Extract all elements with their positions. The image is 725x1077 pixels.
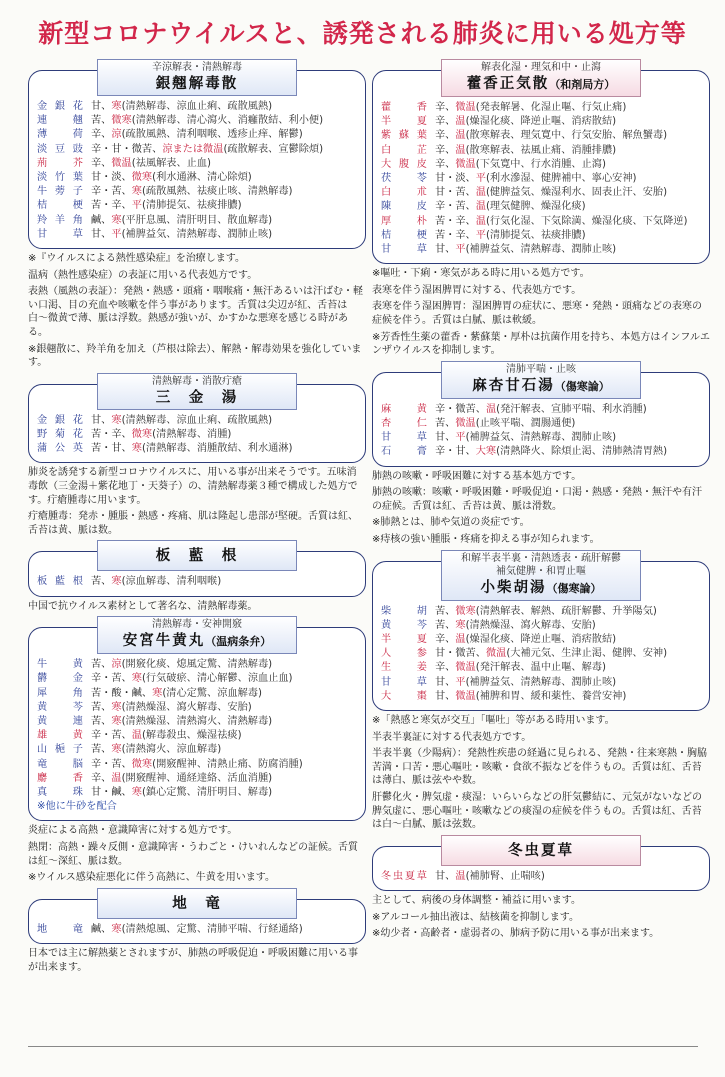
formula-note: 表寒を伴う湿困脾胃：湿困脾胃の症状に、悪寒・発熱・頭痛などの表寒の症候を伴う。舌質は白膩、脈は軟緩。 bbox=[372, 301, 702, 327]
herb-nature: 苦、寒 bbox=[91, 715, 122, 727]
formula-box bbox=[28, 375, 366, 464]
herb-effect: (補肺腎、止喘咳) bbox=[465, 870, 545, 882]
herb-row bbox=[381, 144, 701, 158]
left-column bbox=[28, 56, 366, 974]
herb-row bbox=[381, 215, 701, 229]
herb-row bbox=[37, 114, 357, 128]
herb-nature: 甘・苦、温 bbox=[435, 187, 486, 199]
herb-nature: 辛、温 bbox=[435, 116, 466, 128]
herb-row bbox=[381, 129, 701, 143]
herb-effect: (平肝息風、清肝明目、散血解毒) bbox=[121, 214, 273, 226]
herb-effect: (清熱解毒、消腫) bbox=[152, 428, 232, 440]
herb-name: 生 姜 bbox=[381, 662, 427, 674]
herb-nature: 甘、寒 bbox=[91, 101, 122, 112]
herb-effect: (清肺提気、祛痰排膿) bbox=[141, 200, 242, 212]
formula-header bbox=[441, 59, 641, 97]
herb-effect: (補脾益気、清熱解毒、潤肺止咳) bbox=[465, 432, 617, 444]
formula-name-text: 銀翹解毒散 bbox=[155, 75, 239, 92]
herb-effect: (発汗解表、温中止嘔、解毒) bbox=[475, 662, 606, 674]
herb-row bbox=[381, 619, 701, 633]
formula-note: 表熱（風熱の表証）：発熱・熱感・頭痛・咽喉痛・無汗あるいは汗ばむ・軽い口渇、目の充血や咳嗽を伴う事があります。舌質は尖辺が紅、舌苔は白〜微黄で薄、脈は浮数。熱感が強いが、かすかな悪寒を感じる時がある。 bbox=[28, 286, 363, 338]
herb-name: 竜 脳 bbox=[37, 758, 83, 770]
herb-nature: 甘、平 bbox=[435, 676, 466, 688]
formula-note: 肺熱の咳嗽：咳嗽・呼吸困難・呼吸促迫・口渇・熱感・発熱・無汗や有汗の症候。舌質は紅、舌苔は黄、脈は滑数。 bbox=[372, 487, 702, 512]
herb-row bbox=[381, 661, 701, 675]
herb-name: 欝 金 bbox=[37, 673, 83, 685]
herb-name: 甘 草 bbox=[381, 432, 427, 444]
herb-effect: (清熱瀉火、涼血解毒) bbox=[121, 744, 222, 756]
herb-name: 茯 苓 bbox=[381, 173, 427, 185]
formula-name bbox=[442, 841, 640, 860]
formula-box bbox=[372, 841, 710, 891]
herb-nature: 甘、温 bbox=[435, 870, 466, 882]
herb-nature: 辛・苦、微寒 bbox=[91, 758, 153, 770]
herb-effect: (清熱燥湿、瀉火解毒、安胎) bbox=[465, 619, 596, 631]
formula-section bbox=[28, 894, 366, 974]
herb-nature: 苦、微寒 bbox=[435, 605, 476, 617]
herb-effect: (祛風解表、止血) bbox=[131, 157, 212, 169]
herb-row bbox=[37, 171, 357, 185]
herb-row bbox=[381, 186, 701, 200]
herb-nature: 辛、温 bbox=[435, 144, 466, 156]
herb-nature: 辛・苦、寒 bbox=[91, 673, 142, 685]
herb-name: 半 夏 bbox=[381, 633, 427, 645]
herb-row bbox=[37, 786, 357, 800]
formula-header bbox=[441, 361, 641, 399]
herb-nature: 辛・苦、寒 bbox=[91, 186, 142, 198]
herb-name: 蒲公英 bbox=[37, 443, 83, 455]
herb-row bbox=[381, 870, 701, 884]
herb-nature: 甘・淡、平 bbox=[435, 173, 486, 185]
herb-row bbox=[381, 229, 701, 243]
herb-name: 桔 梗 bbox=[37, 200, 83, 212]
herb-nature: 辛・甘、大寒 bbox=[435, 446, 497, 458]
herb-row bbox=[37, 743, 357, 757]
herb-name: 薄 荷 bbox=[37, 129, 83, 141]
herb-nature: 苦、微寒 bbox=[91, 115, 132, 127]
herb-nature: 鹹、寒 bbox=[91, 214, 122, 226]
herb-effect: (疏散解表、宣鬱除煩) bbox=[223, 143, 324, 155]
herb-row bbox=[37, 228, 357, 242]
herb-row bbox=[37, 729, 357, 743]
herb-nature: 辛、微温 bbox=[435, 102, 476, 113]
formula-name-text: 冬虫夏草 bbox=[508, 841, 574, 859]
formula-name bbox=[98, 631, 296, 651]
formula-box bbox=[372, 62, 710, 264]
formula-note: 中国で抗ウイルス素材として著名な、清熱解毒薬。 bbox=[28, 600, 258, 612]
formula-header bbox=[97, 373, 297, 410]
herb-nature: 辛・苦、温 bbox=[91, 730, 142, 742]
herb-name: 黄 芩 bbox=[381, 619, 427, 631]
herb-effect: (燥湿化痰、降逆止嘔、消痞散結) bbox=[465, 116, 617, 128]
herb-name: 大 棗 bbox=[381, 690, 427, 702]
herb-effect: (行気化湿、下気除満、燥湿化痰、下気降逆) bbox=[485, 215, 688, 227]
formula-name-text: 藿香正気散 bbox=[466, 75, 550, 92]
herb-nature: 辛、温 bbox=[91, 772, 122, 784]
herb-name: 杏 仁 bbox=[381, 418, 427, 429]
herb-name: 真 珠 bbox=[37, 786, 83, 798]
formula-source: （和剤局方） bbox=[549, 78, 616, 91]
formula-note: ※幼少者・高齢者・虚弱者の、肺病予防に用いる事が出来ます。 bbox=[372, 928, 660, 940]
page-title: 新型コロナウイルスと、誘発される肺炎に用いる処方等 bbox=[38, 19, 687, 48]
formula-name-text: 三 金 湯 bbox=[155, 388, 239, 406]
formula-note: 疔瘡腫毒：発赤・腫脹・熱感・疼痛、肌は隆起し患部が堅硬。舌質は紅、舌苔は黄、脈は数。 bbox=[28, 511, 358, 536]
herb-name: 淡豆豉 bbox=[37, 143, 83, 155]
formula-note: 肺炎を誘発する新型コロナウイルスに、用いる事が出来そうです。五味消毒飲（三金湯＋紫花地丁・天葵子）の、清熱解毒薬３種で構成した処方です。疔瘡腫毒に用います。 bbox=[28, 467, 358, 506]
formula-header bbox=[441, 835, 641, 866]
herb-nature: 鹹、寒 bbox=[91, 923, 122, 935]
herb-nature: 辛・苦、温 bbox=[435, 201, 486, 213]
formula-section bbox=[372, 363, 710, 547]
herb-effect: (清心定驚、涼血解毒) bbox=[162, 687, 262, 699]
herb-name: 冬虫夏草 bbox=[381, 870, 427, 882]
herb-nature: 甘、平 bbox=[435, 432, 466, 444]
herb-name: 黄 芩 bbox=[37, 701, 83, 713]
herb-nature: 辛・微苦、温 bbox=[435, 403, 497, 415]
herb-name: 甘 草 bbox=[381, 676, 427, 688]
herb-effect: (利水滲湿、健脾補中、寧心安神) bbox=[485, 173, 637, 185]
herb-effect: (鎮心定驚、清肝明目、解毒) bbox=[141, 786, 273, 798]
formula-name bbox=[442, 578, 640, 598]
formula-box bbox=[28, 62, 366, 249]
herb-nature: 苦、寒 bbox=[435, 619, 466, 631]
formula-category: 清熱解毒・消散疔瘡 bbox=[152, 375, 242, 387]
herb-row bbox=[381, 605, 701, 619]
herb-nature: 苦、寒 bbox=[91, 701, 122, 713]
herb-effect: (利水通淋、清心除煩) bbox=[152, 172, 252, 184]
formula-note: ※『ウイルスによる熱性感染症』を治療します。 bbox=[28, 253, 245, 265]
formula-box bbox=[372, 363, 710, 467]
herb-row bbox=[381, 403, 701, 417]
herb-row bbox=[37, 128, 357, 142]
herb-row bbox=[381, 647, 701, 661]
herb-nature: 甘、平 bbox=[435, 244, 466, 256]
herb-effect: (開竅化痰、熄風定驚、清熱解毒) bbox=[121, 659, 273, 671]
herb-row bbox=[37, 672, 357, 686]
herb-name: 野菊花 bbox=[37, 428, 83, 440]
herb-effect: (清肺提気、祛痰排膿) bbox=[485, 229, 586, 241]
herb-effect: (清熱降火、除煩止渇、清肺熱清胃熱) bbox=[496, 446, 668, 458]
herb-name: 石 膏 bbox=[381, 446, 427, 458]
herb-nature: 苦・辛、平 bbox=[91, 200, 142, 212]
herb-row bbox=[37, 199, 357, 213]
herb-row bbox=[381, 676, 701, 690]
formula-header bbox=[441, 550, 641, 601]
herb-effect: (清熱解毒、消腫散結、利水通淋) bbox=[141, 443, 293, 455]
herb-row bbox=[37, 772, 357, 786]
herb-effect: (行気破瘀、清心解鬱、涼血止血) bbox=[141, 673, 293, 685]
formula-note: ※アルコール抽出液は、結核菌を抑制します。 bbox=[372, 911, 579, 923]
herb-nature: 苦・辛、微寒 bbox=[91, 428, 153, 440]
formula-note: 肺熱の咳嗽・呼吸困難に対する基本処方です。 bbox=[372, 470, 582, 482]
herb-effect: (補脾和胃、緩和薬性、養営安神) bbox=[475, 690, 627, 702]
formula-note: ※嘔吐・下痢・寒気がある時に用いる処方です。 bbox=[372, 268, 590, 280]
herb-row bbox=[381, 431, 701, 445]
herb-row bbox=[381, 243, 701, 257]
herb-nature: 苦・辛、温 bbox=[435, 215, 486, 227]
herb-row bbox=[381, 200, 701, 214]
herb-row bbox=[381, 101, 701, 115]
herb-nature: 甘、平 bbox=[91, 228, 122, 240]
herb-name: 金銀花 bbox=[37, 101, 83, 112]
herb-nature: 辛、温 bbox=[435, 130, 466, 142]
formula-name bbox=[98, 388, 296, 407]
herb-effect: (散寒解表、理気寛中、行気安胎、解魚蟹毒) bbox=[465, 130, 668, 142]
herb-name: 雄 黄 bbox=[37, 730, 83, 742]
formula-name bbox=[98, 546, 296, 565]
herb-row bbox=[37, 100, 357, 114]
herb-nature: 苦、微温 bbox=[435, 418, 476, 429]
herb-effect: (理気健脾、燥湿化痰) bbox=[485, 201, 586, 213]
herb-name: 桔 梗 bbox=[381, 229, 427, 241]
bottom-divider bbox=[28, 1046, 698, 1047]
formula-header bbox=[97, 59, 297, 96]
herb-row bbox=[37, 143, 357, 157]
formula-source: （傷寒論） bbox=[554, 379, 610, 393]
herb-effect: (補脾益気、清熱解毒、潤肺止咳) bbox=[465, 676, 617, 688]
herb-effect: (散寒解表、祛風止痛、消腫排膿) bbox=[465, 144, 617, 156]
formula-section bbox=[28, 547, 366, 613]
herb-row bbox=[37, 715, 357, 729]
formula-note: ※銀翹散に、羚羊角を加え（芦根は除去）、解熱・解毒効果を強化しています。 bbox=[28, 343, 362, 369]
formula-source: （温病条弁） bbox=[205, 635, 272, 649]
herb-effect: (清熱燥湿、清熱瀉火、清熱解毒) bbox=[121, 715, 273, 727]
herb-nature: 苦・辛、平 bbox=[435, 229, 486, 241]
herb-row bbox=[37, 575, 357, 589]
herb-row bbox=[37, 414, 357, 428]
herb-row bbox=[37, 157, 357, 171]
formula-category: 清肺平喘・止咳 bbox=[506, 363, 576, 375]
formula-name bbox=[442, 74, 640, 94]
herb-row bbox=[37, 214, 357, 228]
herb-name: 荊 芥 bbox=[37, 157, 83, 169]
formula-box bbox=[372, 552, 710, 711]
herb-name: 黄 連 bbox=[37, 715, 83, 727]
herb-effect: (大補元気、生津止渇、健脾、安神) bbox=[506, 648, 668, 660]
herb-effect: (止咳平喘、潤腸通便) bbox=[475, 418, 576, 429]
herb-nature: 甘・淡、微寒 bbox=[91, 172, 153, 184]
herb-row bbox=[381, 690, 701, 704]
formula-note: ※芳香性生薬の藿香・紫蘇葉・厚朴は抗菌作用を持ち、本処方はインフルエンザウイルスを抑制します。 bbox=[372, 331, 710, 357]
herb-row bbox=[381, 417, 701, 431]
herb-effect: (補脾益気、清熱解毒、潤肺止咳) bbox=[465, 244, 617, 256]
herb-name: 甘 草 bbox=[381, 244, 427, 256]
herb-effect: (発表解暑、化湿止嘔、行気止痛) bbox=[475, 102, 627, 113]
herb-nature: 辛、微温 bbox=[435, 662, 476, 674]
formula-name-text: 小柴胡湯 bbox=[480, 578, 547, 596]
formula-section bbox=[28, 619, 366, 885]
herb-name: 牛 黄 bbox=[37, 659, 83, 671]
herb-name: 連 翹 bbox=[37, 115, 83, 127]
herb-row bbox=[37, 658, 357, 672]
formula-note: ※痔核の強い腫脹・疼痛を抑える事が知られます。 bbox=[372, 533, 600, 545]
herb-effect: (下気寛中、行水消腫、止瀉) bbox=[475, 158, 606, 170]
herb-name: 白 朮 bbox=[381, 187, 427, 199]
herb-nature: 辛、温 bbox=[435, 633, 466, 645]
herb-name: 板藍根 bbox=[37, 576, 83, 588]
herb-nature: 辛、微温 bbox=[435, 158, 476, 170]
formula-note: 肝鬱化火・脾気虚・痰湿：いらいらなどの肝気鬱結に、元気がないなどの脾気虚に、悪心嘔吐・咳嗽などの痰湿の症候を伴うもの。舌質は紅、舌苔は白〜白膩、脈は弦数。 bbox=[372, 791, 702, 831]
formula-note: 温病（熱性感染症）の表証に用いる代表処方です。 bbox=[28, 269, 258, 281]
formula-note: 半表半裏証に対する代表処方です。 bbox=[372, 731, 532, 743]
herb-name: 金銀花 bbox=[37, 414, 83, 426]
herb-name: 犀 角 bbox=[37, 687, 83, 699]
herb-row bbox=[381, 633, 701, 647]
formula-category: 解表化湿・理気和中・止瀉 bbox=[481, 62, 601, 73]
herb-effect: (燥湿化痰、降逆止嘔、消痞散結) bbox=[465, 633, 617, 645]
formula-category: 和解半表半裏・清熱透表・疏肝解鬱 補気健脾・和胃止嘔 bbox=[461, 552, 621, 577]
herb-nature: 甘、寒 bbox=[91, 414, 122, 426]
herb-nature: 辛・甘・微苦、涼または微温 bbox=[91, 143, 224, 155]
herb-nature: 苦、寒 bbox=[91, 576, 122, 588]
herb-row bbox=[37, 442, 357, 456]
herb-name: 山梔子 bbox=[37, 744, 83, 756]
formula-name bbox=[98, 894, 296, 913]
formula-note: 半表半裏（少陽病）：発熱性疾患の経過に見られる、発熱・往来寒熱・胸脇苦満・口苦・悪心嘔吐・咳嗽・食欲不振などを伴うもの。舌質は紅、舌苔は薄白、脈は弦やや数。 bbox=[372, 748, 707, 787]
formula-header bbox=[97, 616, 297, 654]
formula-section bbox=[372, 552, 710, 832]
formula-note: 日本では主に解熱薬とされますが、肺熱の呼吸促迫・呼吸困難に用いる事が出来ます。 bbox=[28, 947, 358, 973]
herb-row bbox=[381, 115, 701, 129]
herb-row bbox=[37, 185, 357, 199]
formula-header bbox=[97, 888, 297, 919]
herb-name: 白 芷 bbox=[381, 144, 427, 156]
herb-effect: (清熱解表、解熱、疏肝解鬱、升挙陽気) bbox=[475, 605, 657, 617]
herb-row bbox=[37, 428, 357, 442]
formula-box bbox=[28, 547, 366, 596]
formula-source: （傷寒論） bbox=[546, 581, 602, 595]
herb-name: 麝 香 bbox=[37, 772, 83, 784]
herb-row bbox=[37, 923, 357, 937]
herb-nature: 甘、微温 bbox=[435, 690, 476, 702]
herb-nature: 甘・鹹、寒 bbox=[91, 786, 142, 798]
formula-category: 清熱解毒・安神開竅 bbox=[152, 619, 242, 631]
herb-effect: (清熱燥湿、瀉火解毒、安胎) bbox=[121, 701, 252, 713]
herb-effect: (健脾益気、燥湿利水、固表止汗、安胎) bbox=[485, 187, 668, 199]
formula-section bbox=[372, 62, 710, 358]
formula-section bbox=[28, 375, 366, 538]
herb-nature: 辛、涼 bbox=[91, 129, 122, 141]
herb-nature: 苦、涼 bbox=[91, 659, 122, 671]
formula-name bbox=[98, 74, 296, 93]
herb-effect: (清熱解毒、清心瀉火、消癰散結、利小便) bbox=[131, 115, 324, 127]
herb-name: 地 竜 bbox=[37, 923, 83, 935]
herb-effect: (発汗解表、宣肺平喘、利水消腫) bbox=[496, 403, 647, 415]
formula-note: 炎症による高熱・意識障害に対する処方です。 bbox=[28, 825, 238, 837]
herb-name: 半 夏 bbox=[381, 116, 427, 128]
herb-name: 人 参 bbox=[381, 648, 427, 660]
herb-row bbox=[37, 687, 357, 701]
formula-name-text: 地 竜 bbox=[172, 894, 222, 912]
herb-nature: 苦・甘、寒 bbox=[91, 443, 142, 455]
formula-section bbox=[28, 62, 366, 370]
herb-name: 陳 皮 bbox=[381, 201, 427, 213]
right-column bbox=[372, 56, 710, 941]
herb-name: 大腹皮 bbox=[381, 158, 427, 170]
herb-name: 牛蒡子 bbox=[37, 186, 83, 198]
herb-row bbox=[381, 172, 701, 186]
formula-note: 主として、病後の身体調整・補益に用います。 bbox=[372, 894, 581, 906]
formula-name-text: 安宮牛黄丸 bbox=[122, 632, 206, 650]
herb-name: 藿 香 bbox=[381, 102, 427, 113]
formula-box bbox=[28, 894, 366, 944]
formula-name-text: 板 藍 根 bbox=[155, 547, 239, 565]
herb-effect: (清熱解毒、涼血止痢、疏散風熱) bbox=[121, 101, 273, 112]
herb-nature: 苦・酸・鹹、寒 bbox=[91, 687, 163, 699]
herb-name: 淡竹葉 bbox=[37, 172, 83, 184]
formula-name-text: 麻杏甘石湯 bbox=[472, 376, 555, 394]
herb-effect: (疏散風熱、清利咽喉、透疹止痒、解鬱) bbox=[121, 129, 303, 141]
herb-row bbox=[381, 158, 701, 172]
herb-name: 麻 黄 bbox=[381, 403, 427, 415]
herb-effect: (清熱解毒、涼血止痢、疏散風熱) bbox=[121, 414, 273, 426]
formula-note: ※肺熱とは、肺や気道の炎症です。 bbox=[372, 517, 530, 529]
formula-note: 表寒を伴う湿困脾胃に対する、代表処方です。 bbox=[372, 284, 582, 296]
herb-row bbox=[381, 445, 701, 459]
herb-name: 甘 草 bbox=[37, 228, 83, 240]
herb-row bbox=[37, 758, 357, 772]
formula-note: ※ウイルス感染症悪化に伴う高熱に、牛黄を用います。 bbox=[28, 872, 275, 884]
herb-name: 厚 朴 bbox=[381, 215, 427, 227]
herb-effect: (清熱熄風、定驚、清肺平喘、行経通絡) bbox=[121, 923, 303, 935]
formula-section bbox=[372, 841, 710, 941]
formula-note: ※「熱感と寒気が交互」「嘔吐」等がある時用います。 bbox=[372, 715, 615, 726]
formula-note: 熱閉：高熱・躁々反側・意識障害・うわごと・けいれんなどの証候。舌質は紅〜深紅、脈は数。 bbox=[28, 841, 358, 867]
herb-nature: 辛、微温 bbox=[91, 157, 132, 169]
herb-effect: (開竅醒神、清熱止痛、防腐消腫) bbox=[152, 758, 303, 770]
herb-nature: 甘・微苦、微温 bbox=[435, 648, 507, 660]
herb-name: 柴 胡 bbox=[381, 605, 427, 617]
herb-effect: (開竅醒神、通経達絡、活血消腫) bbox=[121, 772, 273, 784]
herb-name: 紫蘇葉 bbox=[381, 130, 427, 142]
herb-name: 羚羊角 bbox=[37, 214, 83, 226]
herb-effect: (涼血解毒、清利咽喉) bbox=[121, 576, 222, 588]
herb-effect: (補脾益気、清熱解毒、潤肺止咳) bbox=[121, 228, 273, 240]
herb-nature: 苦、寒 bbox=[91, 744, 122, 756]
herb-effect: (解毒殺虫、燥湿祛痰) bbox=[141, 730, 242, 742]
herb-row bbox=[37, 701, 357, 715]
formula-name bbox=[442, 376, 640, 396]
herb-effect: (疏散風熱、祛痰止咳、清熱解毒) bbox=[141, 186, 293, 198]
formula-header bbox=[97, 540, 297, 571]
formula-box bbox=[28, 619, 366, 821]
formula-category: 辛涼解表・清熱解毒 bbox=[152, 62, 242, 73]
formula-extra: ※他に牛砂を配合 bbox=[37, 801, 117, 813]
